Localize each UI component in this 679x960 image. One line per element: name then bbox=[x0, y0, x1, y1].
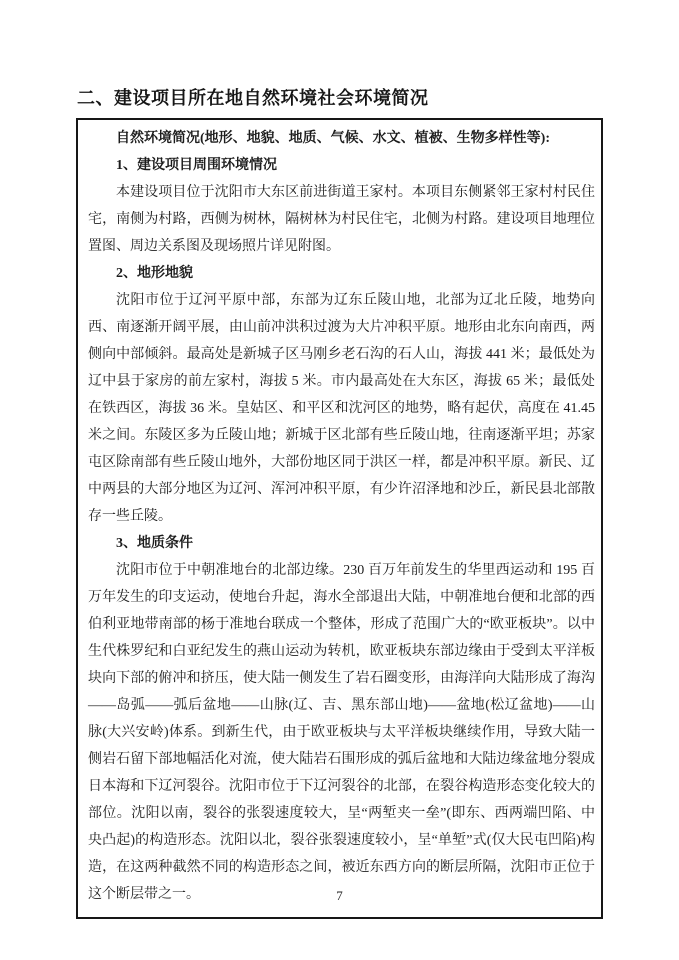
section-title: 二、建设项目所在地自然环境社会环境简况 bbox=[77, 88, 429, 108]
paragraph-geology: 沈阳市位于中朝准地台的北部边缘。230 百万年前发生的华里西运动和 195 百万年发生的印支运动，使地台升起，海水全部退出大陆，中朝准地台便和北部的西伯利亚地带南部的杨于准地台联成一个整体，形成了范围广大的“欧亚板块”。以中生代株罗纪和白亚纪发生的燕山运动为转机，欧亚板块东部边缘由于受到太平洋板块向下部的俯冲和挤压，使大陆一侧发生了岩石圈变形，由海洋向大陆形成了海沟——岛弧——弧后盆地——山脉(辽、吉、黑东部山地)——盆地(松辽盆地)——山脉(大兴安岭)体系。到新生代，由于欧亚板块与太平洋板块继续作用，导致大陆一侧岩石留下部地幅活化对流，使大陆岩石围形成的弧后盆地和大陆边缘盆地分裂成日本海和下辽河裂谷。沈阳市位于下辽河裂谷的北部，在裂谷构造形态变化较大的部位。沈阳以南，裂谷的张裂速度较大，呈“两堑夹一垒”(即东、西两端凹陷、中央凸起)的构造形态。沈阳以北，裂谷张裂速度较小，呈“单堑”式(仅大民屯凹陷)构造，在这两种截然不同的构造形态之间，被近东西方向的断层所隔，沈阳市正位于这个断层带之一。 bbox=[88, 563, 595, 902]
paragraph-topography: 沈阳市位于辽河平原中部，东部为辽东丘陵山地，北部为辽北丘陵，地势向西、南逐渐开阔平展，由山前冲洪积过渡为大片冲积平原。地形由北东向南西，两侧向中部倾斜。最高处是新城子区马刚乡老石沟的石人山，海拔 441 米；最低处为辽中县于家房的前左家村，海拔 5 米。市内最高处在大东区，海拔 65 米；最低处在铁西区，海拔 36 米。皇姑区、和平区和沈河区的地势，略有起伏，高度在 41.45 米之间。东陵区多为丘陵山地；新城于区北部有些丘陵山地，往南逐渐平坦；苏家屯区除南部有些丘陵山地外，大部份地区同于洪区一样，都是冲积平原。新民、辽中两县的大部分地区为辽河、浑河冲积平原，有少许沼泽地和沙丘，新民县北部散存一些丘陵。 bbox=[88, 293, 595, 524]
paragraph-surroundings: 本建设项目位于沈阳市大东区前进街道王家村。本项目东侧紧邻王家村村民住宅，南侧为村路，西侧为树林，隔树林为村民住宅，北侧为村路。建设项目地理位置图、周边关系图及现场照片详见附图。 bbox=[88, 185, 595, 254]
document-body bbox=[76, 87, 603, 919]
subsection-heading-surroundings: 1、建设项目周围环境情况 bbox=[116, 158, 277, 173]
page-number: 7 bbox=[336, 888, 343, 903]
environment-overview-table-cell bbox=[76, 118, 603, 919]
natural-environment-intro-heading: 自然环境简况(地形、地貌、地质、气候、水文、植被、生物多样性等): bbox=[116, 131, 550, 146]
subsection-heading-geology: 3、地质条件 bbox=[116, 536, 193, 551]
subsection-heading-topography: 2、地形地貌 bbox=[116, 266, 193, 281]
